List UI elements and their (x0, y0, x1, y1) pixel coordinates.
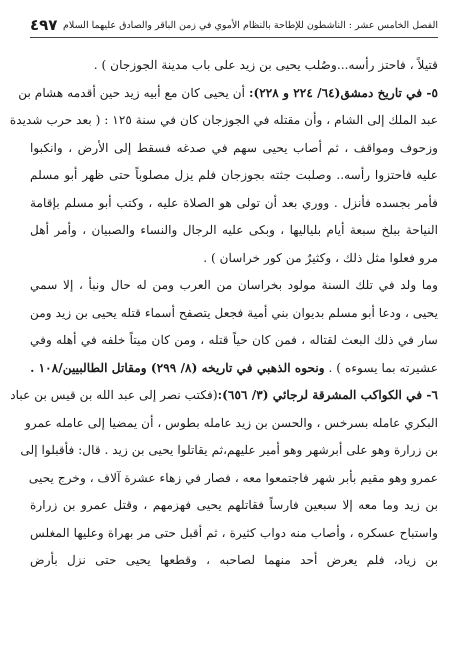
text-line (20, 437, 438, 465)
paragraph-text: يحيى ، ودعا أبو مسلم بديوان بني أمية فجعل يتصفح أسماء قتله يحيى بن زيد ومن (30, 305, 438, 320)
text-line (30, 300, 438, 328)
paragraph-text: النياحة ببلخ سبعة أيام بلياليها ، وبكى عليه الرجال والنساء والصبيان ، وأمر أهل (30, 223, 438, 237)
text-line (30, 272, 438, 300)
citation-text: ٦- في الكواكب المشرقة لرجائي (٣/ ٦٥٦): (217, 388, 438, 402)
text-line (30, 327, 438, 355)
text-line (30, 245, 438, 273)
paragraph-text: بن زياد، فلم يعرض أحد منهما لصاحبه ، وقطعها يحيى حتى نزل بأرض (30, 553, 438, 567)
body-text (9, 52, 438, 575)
text-line (30, 162, 438, 190)
text-line (30, 355, 438, 383)
paragraph-text: بن زيد وما معه إلا سبعين فارساً فقاتلهم يحيى فهزمهم ، وقتل عمرو بن زرارة (30, 498, 438, 512)
text-line (10, 382, 438, 410)
paragraph-text: (فكتب نصر إلى عبد الله بن قيس بن عباد (10, 388, 218, 402)
paragraph-text: عليه فاحتزوا رأسه.. وصلبت جثته بجوزجان فلم يزل مصلوباً حتى ظهر أبو مسلم (30, 168, 438, 182)
header-rule (30, 37, 438, 38)
paragraph-text: وزحوف ومواقف ، ثم أصاب يحيى سهم في صدغه فسقط إلى الأرض ، وانكبوا (30, 140, 438, 155)
running-title: الفصل الخامس عشر : الناشطون للإطاحة بالنظام الأموي في زمن الباقر والصادق عليهما السلام (63, 19, 438, 31)
text-line (30, 520, 438, 548)
paragraph-text: وما ولد في تلك السنة مولود بخراسان من العرب ومن له حال ونبأ ، إلا سمي (30, 278, 438, 292)
citation-text: ٥- في تاريخ دمشق(٦٤/ ٢٢٤ و ٢٢٨): (248, 85, 438, 100)
page-number: ٤٩٧ (30, 16, 58, 34)
page-header (30, 16, 438, 34)
text-line (30, 217, 438, 245)
paragraph-text: سار في ذلك البعث لقتاله ، فمن كان حياً قتله ، ومن كان ميتاً خلفه في أهله وفي (30, 333, 438, 347)
paragraph-text: قتيلاً ، فاحتز رأسه...وصُلب يحيى بن زيد على باب مدينة الجوزجان ) . (93, 58, 438, 72)
text-line (30, 547, 438, 575)
paragraph-text: مرو فعلوا مثل ذلك ، وكثيرٌ من كور خراسان ) . (203, 250, 438, 265)
text-line (30, 492, 438, 520)
paragraph-text: فأمر بجسده فأنزل . ووري بعد أن تولى هو الصلاة عليه ، وكتب أبو مسلم بإقامة (30, 195, 438, 210)
text-line (30, 135, 438, 163)
paragraph-text: عشيرته بما يسوءه ) . (324, 360, 438, 375)
citation-text: ونحوه الذهبي في تاريخه (٨/ ٢٩٩) ومقاتل الطالبيين/١٠٨ . (30, 360, 325, 375)
paragraph-text: البكري عامله بسرخس ، والحسن بن زيد عامله بطوس ، أن يمضيا إلى عامله عمرو (24, 415, 438, 430)
paragraph-text: عبد الملك إلى الشام ، وأن مقتله في الجوزجان كان في سنة ١٢٥ : ( بعد حرب شديدة (9, 113, 438, 127)
text-line (9, 107, 438, 135)
text-line (24, 410, 438, 438)
paragraph-text: واستباح عسكره ، وأصاب منه دواب كثيرة ، ثم أقبل حتى مر بهراة وعليها المغلس (30, 525, 438, 540)
text-line (30, 52, 438, 80)
text-line (30, 465, 438, 493)
text-line (30, 190, 438, 218)
paragraph-text: عمرو وهو مقيم بأبر شهر فاجتمعوا معه ، فصار في زهاء عشرة آلاف ، وخرج يحيى (28, 470, 438, 485)
paragraph-text: أن يحيى كان مع أبيه زيد حين أقدمه هشام بن (18, 85, 249, 100)
paragraph-text: بن زرارة وهو على أبرشهر وهو أمير عليهم،ثم يقاتلوا يحيى بن زيد . قال: فأقبلوا إلى (20, 443, 438, 457)
text-line (18, 80, 438, 108)
